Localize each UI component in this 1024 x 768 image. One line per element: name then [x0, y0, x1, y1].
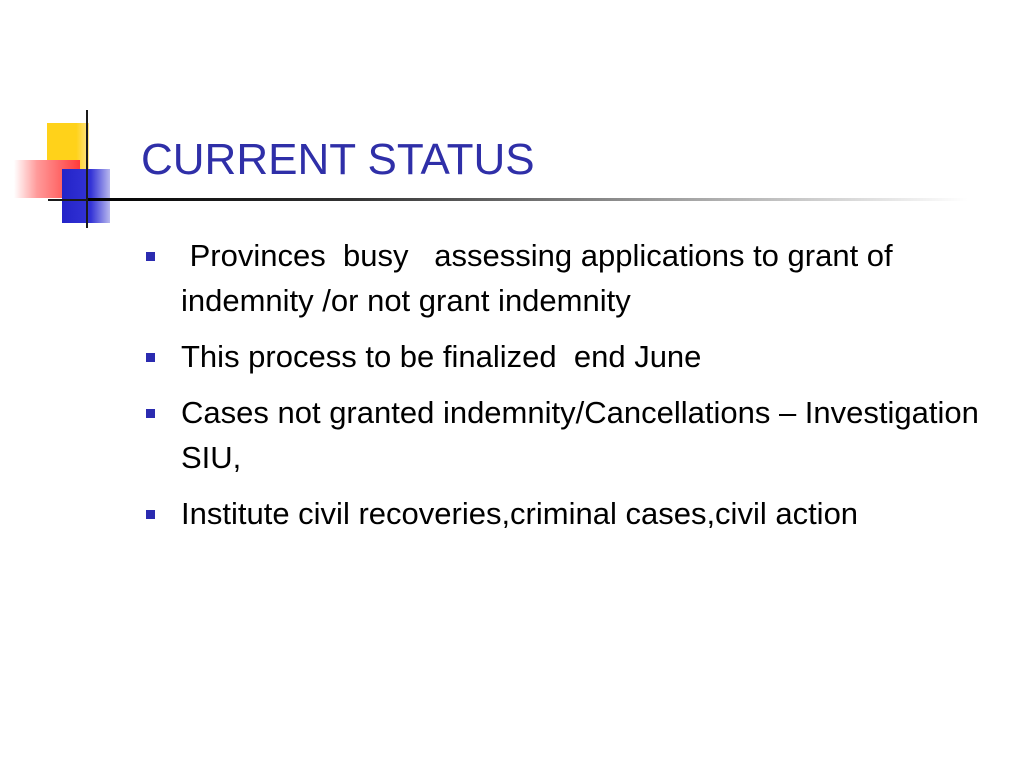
bullet-text: Provinces busy assessing applications to grant of indemnity /or not grant indemnity	[181, 238, 902, 318]
bullet-text: This process to be finalized end June	[181, 339, 702, 374]
ornament-vertical-line	[86, 110, 88, 228]
title-underline	[88, 198, 968, 201]
bullet-item	[141, 390, 997, 480]
bullet-text: Cases not granted indemnity/Cancellations – Investigation SIU,	[181, 395, 997, 475]
bullet-item	[141, 233, 981, 323]
bullet-item	[141, 491, 981, 536]
bullet-square-icon	[146, 409, 155, 418]
bullet-text: Institute civil recoveries,criminal cases,civil action	[181, 496, 859, 531]
bullet-square-icon	[146, 353, 155, 362]
bullet-square-icon	[146, 252, 155, 261]
corner-ornament	[0, 100, 160, 240]
bullet-item	[141, 334, 981, 379]
bullet-square-icon	[146, 510, 155, 519]
slide-title: CURRENT STATUS	[141, 135, 535, 184]
bullet-list	[141, 233, 997, 547]
